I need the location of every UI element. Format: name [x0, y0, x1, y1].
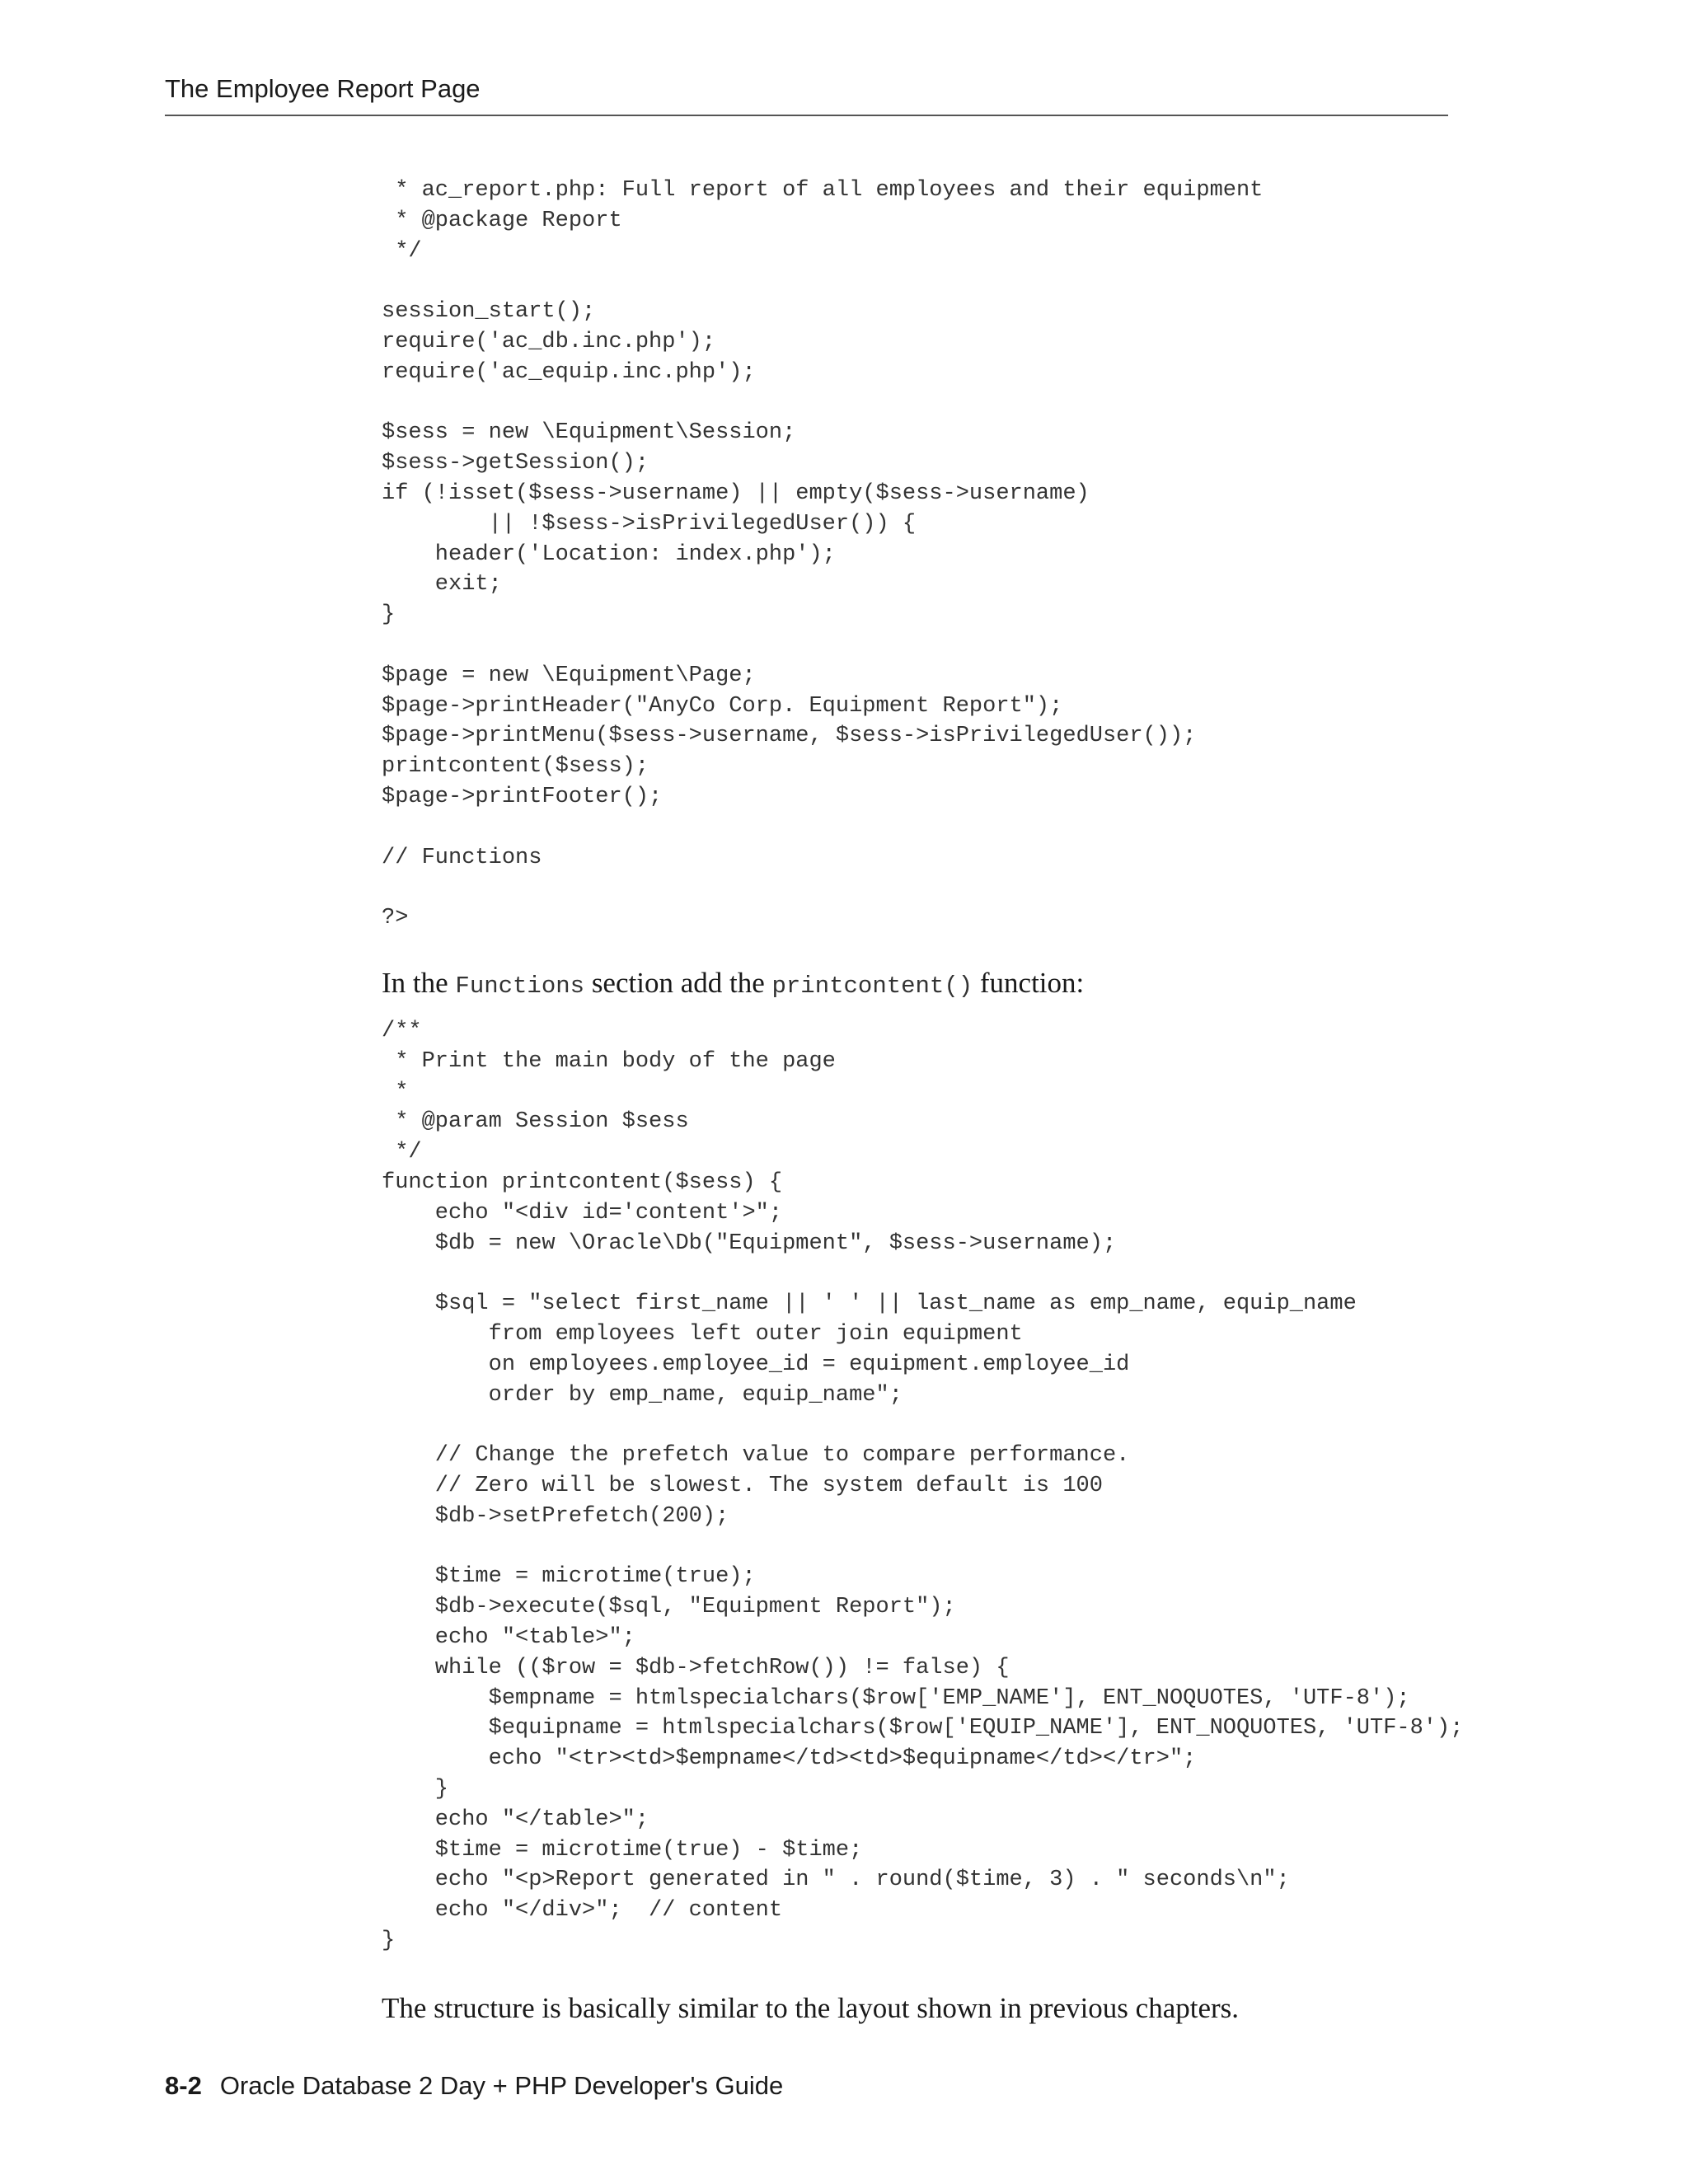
closing-paragraph: The structure is basically similar to the layout shown in previous chapters. — [382, 1992, 1240, 2024]
code-block-printcontent: /** * Print the main body of the page * * @param Session $sess */ function printcontent($sess) { echo "<div id='content'>"; $db = new \Oracle\Db("Equipment", $sess->username); $sql = "select first_name || ' ' || last_name as emp_name, equip_name from employees left outer join equipment on employees.employee_id = equipment.employee_id order by emp_name, equip_name"; // Change the prefetch value to compare performance. // Zero will be slowest. The system default is 100 $db->setPrefetch(200); $time = microtime(true); $db->execute($sql, "Equipment Report"); echo "<table>"; while (($row = $db->fetchRow()) != false) { $empname = htmlspecialchars($row['EMP_NAME'], ENT_NOQUOTES, 'UTF-8'); $equipname = htmlspecialchars($row['EQUIP_NAME'], ENT_NOQUOTES, 'UTF-8'); echo "<tr><td>$empname</td><td>$equipname</td></tr>"; } echo "</table>"; $time = microtime(true) - $time; echo "<p>Report generated in " . round($time, 3) . " seconds\n"; echo "</div>"; // content } — [382, 1019, 1464, 1953]
code-block-ac-report: * ac_report.php: Full report of all employees and their equipment * @package Report */ session_start(); require('ac_db.inc.php'); require('ac_equip.inc.php'); $sess = new \Equipment\Session; $sess->getSession(); if (!isset($sess->username) || empty($sess->username) || !$sess->isPrivilegedUser()) { header('Location: index.php'); exit; } $page = new \Equipment\Page; $page->printHeader("AnyCo Corp. Equipment Report"); $page->printMenu($sess->username, $sess->isPrivilegedUser()); printcontent($sess); $page->printFooter(); // Functions ?> — [382, 178, 1264, 931]
running-header: The Employee Report Page — [165, 74, 481, 103]
instruction-paragraph — [382, 965, 1084, 1005]
printcontent-code-term: printcontent() — [771, 972, 973, 1000]
page-footer — [165, 2071, 783, 2101]
instruction-middle: section add the — [584, 967, 772, 999]
page-number: 8-2 — [165, 2071, 202, 2100]
header-rule — [165, 115, 1448, 116]
book-title: Oracle Database 2 Day + PHP Developer's Guide — [219, 2071, 784, 2100]
functions-code-term: Functions — [455, 972, 585, 1000]
instruction-prefix: In the — [382, 967, 456, 999]
instruction-suffix: function: — [973, 967, 1085, 999]
